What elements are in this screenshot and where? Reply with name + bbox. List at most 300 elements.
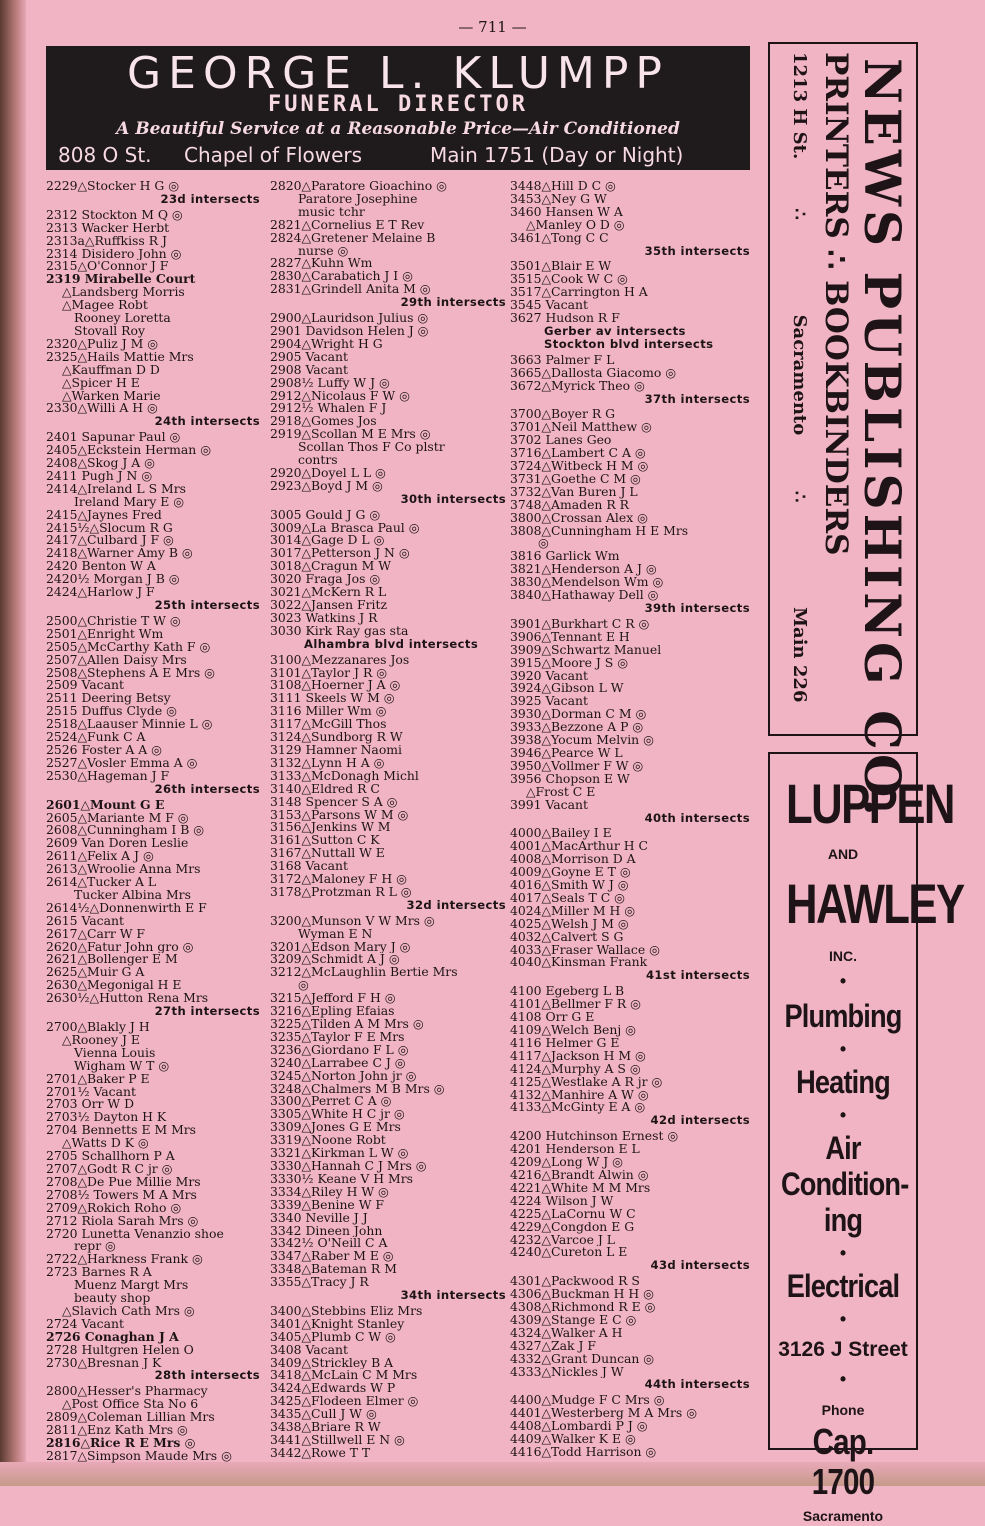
directory-entry: 3933△Bezzone A P ◎	[510, 721, 644, 735]
directory-entry: 3334△Riley H W ◎	[270, 1185, 389, 1199]
directory-entry: 4008△Morrison D A	[510, 853, 636, 867]
directory-entry: 4232△Varcoe J L	[510, 1233, 615, 1247]
directory-entry: 3330½ Keane V H Mrs	[270, 1172, 413, 1186]
directory-entry: 2325△Hails Mattie Mrs	[46, 350, 194, 364]
luppen-address: 3126 J Street	[778, 1338, 908, 1361]
directory-entry: 4200 Hutchinson Ernest ◎	[510, 1130, 679, 1144]
news-address: 1213 H St.	[789, 52, 810, 160]
directory-entry: 2708△De Pue Millie Mrs	[46, 1175, 201, 1189]
directory-entry: 3342 Dineen John	[270, 1224, 383, 1238]
bullet-icon: •	[839, 1309, 847, 1329]
directory-entry: 3920 Vacant	[510, 669, 588, 683]
directory-entry: 3172△Maloney F H ◎	[270, 873, 407, 886]
directory-entry: 3924△Gibson L W	[510, 682, 624, 696]
directory-entry: 4009△Goyne E T ◎	[510, 866, 631, 880]
cross-street-heading: 30th intersects	[400, 492, 506, 506]
directory-entry: 3400△Stebbins Eliz Mrs	[270, 1304, 423, 1318]
directory-entry: Paratore Josephine	[298, 192, 418, 206]
cross-street-heading: 26th intersects	[154, 782, 260, 796]
directory-entry: repr ◎	[74, 1240, 116, 1254]
directory-entry: 2905 Vacant	[270, 350, 348, 364]
directory-entry: 3209△Schmidt A J ◎	[270, 953, 400, 967]
directory-entry: 3808△Cunningham H E Mrs	[510, 524, 689, 538]
luppen-phone: Cap. 1700	[811, 1421, 875, 1502]
directory-entry: 2509 Vacant	[46, 679, 124, 693]
directory-entry: 3665△Dallosta Giacomo ◎	[510, 366, 677, 380]
cross-street-heading: 40th intersects	[644, 811, 750, 825]
directory-entry: 2707△Godt R C jr ◎	[46, 1162, 173, 1176]
directory-entry: 3117△McGill Thos	[270, 718, 387, 732]
directory-entry: 2515 Duffus Clyde ◎	[46, 705, 177, 719]
directory-entry: 3700△Boyer R G	[510, 408, 615, 422]
ad-phone: Main 1751 (Day or Night)	[430, 143, 684, 167]
directory-entry: 2608△Cunningham I B ◎	[46, 824, 205, 838]
directory-entry: 3245△Norton John jr ◎	[270, 1069, 417, 1083]
news-separator: ∴	[789, 490, 810, 503]
directory-entry: 4025△Welsh J M ◎	[510, 917, 629, 931]
directory-entry: 3215△Jefford F H ◎	[270, 992, 396, 1006]
directory-entry: 2605△Mariante M F ◎	[46, 811, 189, 825]
directory-entry: ◎	[298, 979, 309, 993]
directory-entry: 3129 Hamner Naomi	[270, 743, 402, 757]
directory-entry: 2518△Laauser Minnie L ◎	[46, 718, 213, 732]
directory-entry: 4209△Long W J ◎	[510, 1156, 623, 1169]
directory-entry: 2424△Harlow J F	[46, 586, 155, 599]
directory-entry: 2313 Wacker Herbt	[46, 221, 170, 235]
ad-business-name: GEORGE L. KLUMPP	[127, 48, 669, 99]
directory-entry: Wyman E N	[298, 927, 373, 941]
cross-street-heading: 43d intersects	[650, 1259, 750, 1273]
directory-entry: 3305△White H C jr ◎	[270, 1108, 405, 1122]
directory-entry: 2405△Eckstein Herman ◎	[46, 444, 212, 458]
cross-street-heading: Gerber av intersects	[544, 324, 686, 338]
cross-street-heading: 39th intersects	[644, 602, 750, 615]
directory-entry: 2620△Fatur John gro ◎	[46, 940, 194, 954]
funeral-director-ad	[46, 46, 750, 170]
news-contact-line	[784, 52, 814, 732]
directory-entry: 3236△Giordano F L ◎	[270, 1043, 409, 1057]
directory-entry: 2401 Sapunar Paul ◎	[46, 431, 181, 445]
directory-entry: 3800△Crossan Alex ◎	[510, 511, 648, 525]
news-city: Sacramento	[789, 314, 810, 436]
luppen-inc: INC.	[829, 948, 857, 964]
directory-entry: 2601△Mount G E	[46, 798, 165, 812]
directory-entry: 3906△Tennant E H	[510, 630, 630, 644]
directory-entry: 2614△Tucker A L	[46, 876, 157, 889]
directory-entry: 3448△Hill D C ◎	[510, 180, 616, 193]
directory-entry: 4000△Bailey I E	[510, 827, 612, 841]
directory-entry: 3339△Benine W F	[270, 1198, 384, 1212]
directory-entry: 3915△Moore J S ◎	[510, 656, 629, 670]
directory-entry: 3925 Vacant	[510, 695, 588, 709]
directory-entry: 2614½△Donnenwirth E F	[46, 901, 207, 915]
directory-entry: 3701△Neil Matthew ◎	[510, 421, 652, 435]
directory-entry: 4221△White M M Mrs	[510, 1181, 651, 1195]
directory-entry: 2526 Foster A A ◎	[46, 743, 162, 757]
directory-entry: 2615 Vacant	[46, 914, 124, 928]
directory-entry: 3248△Chalmers M B Mrs ◎	[270, 1082, 445, 1096]
directory-entry: 4324△Walker A H	[510, 1326, 623, 1340]
cross-street-heading: 44th intersects	[644, 1378, 750, 1392]
directory-entry: 2904△Wright H G	[270, 337, 383, 351]
directory-entry: 2724 Vacant	[46, 1317, 124, 1331]
directory-entry: 2625△Muir G A	[46, 966, 145, 980]
directory-entry: 3124△Sundborg R W	[270, 731, 403, 744]
directory-entry: △Kauffman D D	[62, 363, 160, 377]
directory-entry: △Warken Marie	[62, 389, 161, 403]
directory-entry: 3240△Larrabee C J ◎	[270, 1056, 406, 1070]
luppen-city: Sacramento	[802, 1508, 884, 1524]
directory-entry: 2703 Orr W D	[46, 1098, 135, 1112]
bullet-icon: •	[839, 1243, 847, 1263]
directory-entry: beauty shop	[74, 1292, 151, 1305]
directory-entry: △Magee Robt	[62, 299, 148, 313]
directory-entry: 2817△Simpson Maude Mrs ◎	[46, 1449, 232, 1463]
directory-entry: 2901 Davidson Helen J ◎	[270, 324, 429, 338]
service-heating: Heating	[796, 1064, 890, 1100]
directory-entry: 3438△Briare R W	[270, 1421, 381, 1434]
cross-street-heading: 35th intersects	[644, 244, 750, 258]
directory-entry: 3309△Jones G E Mrs	[270, 1121, 401, 1135]
directory-entry: 2912△Nicolaus F W ◎	[270, 389, 410, 403]
directory-entry: 2501△Enright Wm	[46, 627, 164, 641]
directory-entry: 3732△Van Buren J L	[510, 485, 638, 499]
directory-entry: 2709△Rokich Roho ◎	[46, 1201, 182, 1215]
directory-entry: 2824△Gretener Melaine B	[270, 231, 436, 245]
directory-entry: 2418△Warner Amy B ◎	[46, 547, 193, 561]
directory-entry: 2726 Conaghan J A	[46, 1330, 179, 1344]
directory-entry: 4100 Egeberg L B	[510, 985, 625, 999]
directory-entry: 2613△Wroolie Anna Mrs	[46, 863, 201, 877]
directory-entry: 2315△O'Connor J F	[46, 260, 169, 274]
directory-entry: 2809△Coleman Lillian Mrs	[46, 1411, 215, 1425]
directory-entry: 2900△Lauridson Julius ◎	[270, 312, 429, 325]
directory-entry: 3461△Tong C C	[510, 231, 609, 245]
news-services: PRINTERS ∴ BOOKBINDERS	[818, 52, 854, 556]
directory-entry: 3424△Edwards W P	[270, 1382, 396, 1396]
directory-entry: △Watts D K ◎	[62, 1137, 149, 1151]
directory-entry: 3178△Protzman R L ◎	[270, 885, 412, 899]
directory-entry: 4125△Westlake A R jr ◎	[510, 1075, 663, 1089]
ad-slogan: A Beautiful Service at a Reasonable Price—Air Conditioned	[116, 119, 680, 139]
directory-entry: 3111 Skeels W M ◎	[270, 692, 395, 706]
directory-entry: 3418△McLain C M Mrs	[270, 1369, 418, 1383]
directory-entry: 2701½ Vacant	[46, 1085, 136, 1099]
directory-entry: 3156△Jenkins W M	[270, 821, 391, 835]
directory-entry: △Landsberg Morris	[62, 286, 185, 300]
directory-entry: Rooney Loretta	[74, 312, 171, 325]
directory-entry: 3340 Neville J J	[270, 1211, 368, 1225]
directory-entry: 4109△Welch Benj ◎	[510, 1024, 636, 1037]
directory-entry: 2701△Baker P E	[46, 1072, 150, 1086]
directory-entry: 3515△Cook W C ◎	[510, 273, 628, 287]
directory-entry: 3212△McLaughlin Bertie Mrs	[270, 966, 458, 980]
directory-entry: △Slavich Cath Mrs ◎	[62, 1304, 195, 1318]
cross-street-heading: 32d intersects	[406, 898, 506, 912]
cross-street-heading: 41st intersects	[645, 969, 750, 983]
directory-entry: 3342½ O'Neill C A	[270, 1237, 388, 1251]
directory-entry: 2313a△Ruffkiss R J	[46, 234, 167, 248]
directory-entry: 4108 Orr G E	[510, 1011, 595, 1024]
news-phone: Main 226	[789, 607, 810, 703]
directory-entry: 3167△Nuttall W E	[270, 847, 385, 861]
directory-entry: 3501△Blair E W	[510, 260, 612, 274]
cross-street-heading: 23d intersects	[160, 192, 260, 206]
directory-entry: △Manley O D ◎	[526, 218, 625, 232]
directory-entry: 2611△Felix A J ◎	[46, 850, 154, 864]
directory-entry: 2918△Gomes Jos	[270, 415, 377, 429]
directory-entry: 2621△Bollenger E M	[46, 953, 178, 967]
directory-entry: 2524△Funk C A	[46, 731, 146, 744]
cross-street-heading: 42d intersects	[650, 1114, 750, 1128]
directory-entry: 4408△Lombardi P J ◎	[510, 1420, 648, 1434]
directory-entry: 3153△Parsons W M ◎	[270, 808, 409, 822]
directory-entry: 3702 Lanes Geo	[510, 434, 612, 448]
directory-entry: 4124△Murphy A S ◎	[510, 1062, 641, 1076]
directory-entry: 3950△Vollmer F W ◎	[510, 759, 644, 773]
directory-entry: 4409△Walker K E ◎	[510, 1433, 636, 1446]
news-company-name: NEWS PUBLISHING CO.	[853, 58, 912, 820]
directory-entry: 3030 Kirk Ray gas sta	[270, 624, 409, 638]
directory-entry: 2505△McCarthy Kath F ◎	[46, 640, 211, 654]
directory-entry: 2415½△Slocum R G	[46, 521, 173, 535]
directory-entry: 4309△Stange E C ◎	[510, 1313, 637, 1327]
bullet-icon: •	[839, 1105, 847, 1125]
directory-entry: 3840△Hathaway Dell ◎	[510, 589, 659, 602]
directory-entry: contrs	[298, 454, 338, 467]
directory-entry: 3022△Jansen Fritz	[270, 599, 387, 612]
directory-entry: 2527△Vosler Emma A ◎	[46, 756, 198, 770]
directory-entry: 3441△Stillwell E N ◎	[270, 1434, 405, 1447]
directory-entry: 3148 Spencer S A ◎	[270, 795, 398, 809]
directory-entry: 2417△Culbard J F ◎	[46, 534, 174, 548]
luppen-hawley-ad	[768, 752, 964, 1524]
directory-entry: 4201 Henderson E L	[510, 1143, 640, 1157]
directory-entry: Tucker Albina Mrs	[74, 888, 191, 902]
directory-entry: 3946△Pearce W L	[510, 746, 623, 760]
cross-street-heading: 27th intersects	[154, 1005, 260, 1018]
directory-entry: 3821△Henderson A J ◎	[510, 563, 657, 577]
directory-entry: 4101△Bellmer F R ◎	[510, 998, 641, 1012]
directory-entry: 3545 Vacant	[510, 299, 588, 313]
directory-entry: nurse ◎	[298, 244, 349, 258]
directory-entry: △Frost C E	[526, 785, 596, 799]
directory-entry: 3405△Plumb C W ◎	[270, 1330, 396, 1344]
directory-entry: 2821△Cornelius E T Rev	[270, 218, 425, 232]
page-number: — 711 —	[458, 18, 527, 36]
directory-entry: 3909△Schwartz Manuel	[510, 643, 662, 657]
directory-entry: 3901△Burkhart C R ◎	[510, 617, 650, 631]
directory-entry: 2800△Hesser's Pharmacy	[46, 1385, 208, 1399]
directory-entry: 3408 Vacant	[270, 1343, 348, 1357]
directory-entry: 4225△LaCornu W C	[510, 1207, 636, 1221]
directory-entry: 3216△Epling Efaias	[270, 1005, 395, 1018]
directory-entry: 4240△Cureton L E	[510, 1246, 628, 1260]
directory-entry: 2314 Disidero John ◎	[46, 247, 182, 261]
directory-entry: 3663 Palmer F L	[510, 353, 615, 367]
directory-entry: 3401△Knight Stanley	[270, 1317, 405, 1331]
directory-entry: △Post Office Sta No 6	[62, 1398, 199, 1412]
directory-entry: 2705 Schallhorn P A	[46, 1150, 175, 1163]
directory-entry: 3517△Carrington H A	[510, 286, 648, 300]
bullet-icon: •	[839, 1369, 847, 1389]
directory-entry: 3347△Raber M E ◎	[270, 1250, 394, 1264]
directory-entry: 3425△Flodeen Elmer ◎	[270, 1395, 419, 1409]
news-separator: ∴	[789, 208, 810, 220]
directory-entry: 2320△Puliz J M ◎	[46, 337, 159, 351]
directory-entry: 4224 Wilson J W	[510, 1194, 614, 1208]
directory-entry: 4301△Packwood R S	[510, 1275, 640, 1289]
directory-entry: 3442△Rowe T T	[270, 1446, 371, 1460]
directory-entry: 3005 Gould J G ◎	[270, 508, 381, 522]
directory-entry: 3627 Hudson R F	[510, 312, 620, 325]
directory-entry: 3133△McDonagh Michl	[270, 769, 419, 783]
directory-entry: 2816△Rice R E Mrs ◎	[46, 1437, 196, 1450]
directory-entry: 3020 Fraga Jos ◎	[270, 573, 381, 587]
directory-entry: Ireland Mary E ◎	[74, 495, 185, 509]
directory-entry: 3014△Gage D L ◎	[270, 534, 385, 548]
directory-entry: 3930△Dorman C M ◎	[510, 708, 647, 722]
service-electrical: Electrical	[786, 1268, 900, 1304]
directory-entry: 2408△Skog J A ◎	[46, 457, 155, 470]
service-ing: ing	[823, 1202, 863, 1238]
directory-entry: 3435△Cull J W ◎	[270, 1408, 377, 1422]
directory-entry: 2617△Carr W F	[46, 927, 145, 941]
directory-entry: 4400△Mudge F C Mrs ◎	[510, 1394, 665, 1408]
directory-entry: 2700△Blakly J H	[46, 1021, 150, 1034]
directory-entry: 4332△Grant Duncan ◎	[510, 1352, 655, 1366]
directory-entry: 3132△Lynn H A ◎	[270, 756, 385, 770]
directory-entry: 4033△Fraser Wallace ◎	[510, 943, 660, 957]
directory-entry: Muenz Margt Mrs	[74, 1279, 189, 1293]
directory-entry: 2912½ Whalen F J	[270, 402, 387, 416]
luppen-and: AND	[827, 846, 859, 862]
directory-entry: 3116 Miller Wm ◎	[270, 705, 387, 719]
directory-entry: 4229△Congdon E G	[510, 1220, 635, 1234]
directory-entry: 3321△Kirkman L W ◎	[270, 1147, 409, 1160]
ad-address: 808 O St.	[58, 143, 152, 167]
directory-entry: 2703½ Dayton H K	[46, 1111, 167, 1125]
directory-entry: 3100△Mezzanares Jos	[270, 653, 410, 667]
directory-entry: 2511 Deering Betsy	[46, 692, 171, 706]
directory-entry: 2919△Scollan M E Mrs ◎	[270, 428, 431, 442]
directory-entry: music tchr	[298, 205, 365, 219]
directory-entry: 3108△Hoerner J A ◎	[270, 679, 401, 693]
directory-entry: 3225△Tilden A M Mrs ◎	[270, 1018, 424, 1031]
directory-entry: 3453△Ney G W	[510, 192, 607, 206]
directory-entry: 2923△Boyd J M ◎	[270, 479, 383, 493]
directory-entry: 2720 Lunetta Venanzio shoe	[46, 1227, 224, 1241]
directory-entry: 3830△Mendelson Wm ◎	[510, 576, 664, 590]
directory-entry: 2507△Allen Daisy Mrs	[46, 653, 187, 667]
book-binding-edge	[0, 0, 26, 1486]
directory-entry: 3168 Vacant	[270, 860, 348, 874]
directory-entry: 4024△Miller M H ◎	[510, 904, 636, 918]
directory-entry: 2730△Bresnan J K	[46, 1356, 162, 1370]
directory-entry: ◎	[538, 537, 549, 551]
directory-entry: Stovall Roy	[74, 324, 145, 338]
directory-entry: 3991 Vacant	[510, 798, 588, 812]
ad-subtitle: FUNERAL DIRECTOR	[268, 92, 528, 117]
directory-entry: 3816 Garlick Wm	[510, 550, 620, 564]
directory-entry: 2712 Riola Sarah Mrs ◎	[46, 1214, 199, 1228]
directory-entry: 3716△Lambert C A ◎	[510, 447, 646, 461]
directory-entry: 2508△Stephens A E Mrs ◎	[46, 666, 215, 680]
directory-entry: 4040△Kinsman Frank	[510, 956, 648, 970]
directory-entry: 3009△La Brasca Paul ◎	[270, 521, 420, 535]
bullet-icon: •	[839, 1039, 847, 1059]
luppen-phone-label: Phone	[821, 1402, 865, 1418]
directory-entry: 4306△Buckman H H ◎	[510, 1288, 654, 1302]
directory-entry: 4001△MacArthur H C	[510, 840, 648, 854]
directory-entry: 4017△Seals T C ◎	[510, 891, 625, 905]
cross-street-heading: Alhambra blvd intersects	[304, 637, 479, 651]
directory-entry: Wigham W T ◎	[74, 1059, 170, 1073]
directory-entry: 3319△Noone Robt	[270, 1134, 386, 1148]
cross-street-heading: 25th intersects	[154, 599, 260, 612]
directory-entry: 4216△Brandt Alwin ◎	[510, 1168, 649, 1182]
directory-entry: 2330△Willi A H ◎	[46, 402, 158, 416]
directory-entry: 4116 Helmer G E	[510, 1036, 620, 1050]
directory-entry: 3672△Myrick Theo ◎	[510, 379, 645, 393]
directory-entry: 2811△Enz Kath Mrs ◎	[46, 1424, 188, 1437]
directory-entry: 2420½ Morgan J B ◎	[46, 573, 180, 587]
directory-entry: 3300△Perret C A ◎	[270, 1095, 392, 1109]
directory-entry: 4133△McGinty E A ◎	[510, 1101, 646, 1115]
directory-entry: 2229△Stocker H G ◎	[46, 180, 180, 193]
directory-entry: 3355△Tracy J R	[270, 1276, 369, 1290]
directory-entry: 4327△Zak J F	[510, 1339, 597, 1353]
directory-entry: 3140△Eldred R C	[270, 782, 380, 796]
directory-entry: 2728 Hultgren Helen O	[46, 1343, 194, 1357]
directory-entry: 2630△Megonigal H E	[46, 979, 182, 993]
directory-entry: 3460 Hansen W A	[510, 205, 623, 219]
directory-entry: 3731△Goethe C M ◎	[510, 472, 641, 486]
directory-entry: △Rooney J E	[62, 1033, 140, 1047]
directory-entry: 4032△Calvert S G	[510, 930, 624, 944]
directory-entry: 2908 Vacant	[270, 363, 348, 377]
directory-entry: 3724△Witbeck H M ◎	[510, 460, 649, 473]
service-plumbing: Plumbing	[784, 998, 902, 1034]
directory-entry: 4132△Manhire A W ◎	[510, 1088, 649, 1102]
directory-entry: Vienna Louis	[74, 1046, 156, 1060]
directory-entry: 2831△Grindell Anita M ◎	[270, 283, 431, 297]
cross-street-heading: 29th intersects	[400, 296, 506, 310]
directory-entry: 3748△Amaden R R	[510, 498, 629, 512]
directory-entry: 4117△Jackson H M ◎	[510, 1049, 646, 1063]
directory-entry: △Spicer H E	[62, 376, 140, 390]
cross-street-heading: 28th intersects	[154, 1369, 260, 1383]
directory-entry: 3017△Petterson J N ◎	[270, 547, 410, 561]
directory-entry: 3161△Sutton C K	[270, 834, 380, 848]
directory-entry: 3330△Hannah C J Mrs ◎	[270, 1159, 427, 1173]
directory-entry: 3101△Taylor J R ◎	[270, 666, 388, 680]
directory-entry: 2908½ Luffy W J ◎	[270, 376, 390, 390]
directory-entry: 2723 Barnes R A	[46, 1266, 152, 1280]
directory-entry: 2920△Doyel L L ◎	[270, 466, 386, 480]
directory-entry: 2500△Christie T W ◎	[46, 614, 181, 628]
directory-entry: 3235△Taylor F E Mrs	[270, 1030, 405, 1044]
directory-entry: 2414△Ireland L S Mrs	[46, 482, 186, 496]
directory-entry: 2411 Pugh J N ◎	[46, 469, 153, 483]
directory-entry: 3018△Cragun M W	[270, 560, 392, 574]
directory-entry: 2708½ Towers M A Mrs	[46, 1188, 197, 1202]
directory-entry: 4016△Smith W J ◎	[510, 879, 629, 892]
directory-entry: 4333△Nickles J W	[510, 1365, 624, 1379]
cross-street-heading: Stockton blvd intersects	[544, 337, 714, 351]
directory-entry: 2827△Kuhn Wm	[270, 257, 373, 271]
directory-entry: Scollan Thos F Co plstr	[298, 441, 445, 455]
